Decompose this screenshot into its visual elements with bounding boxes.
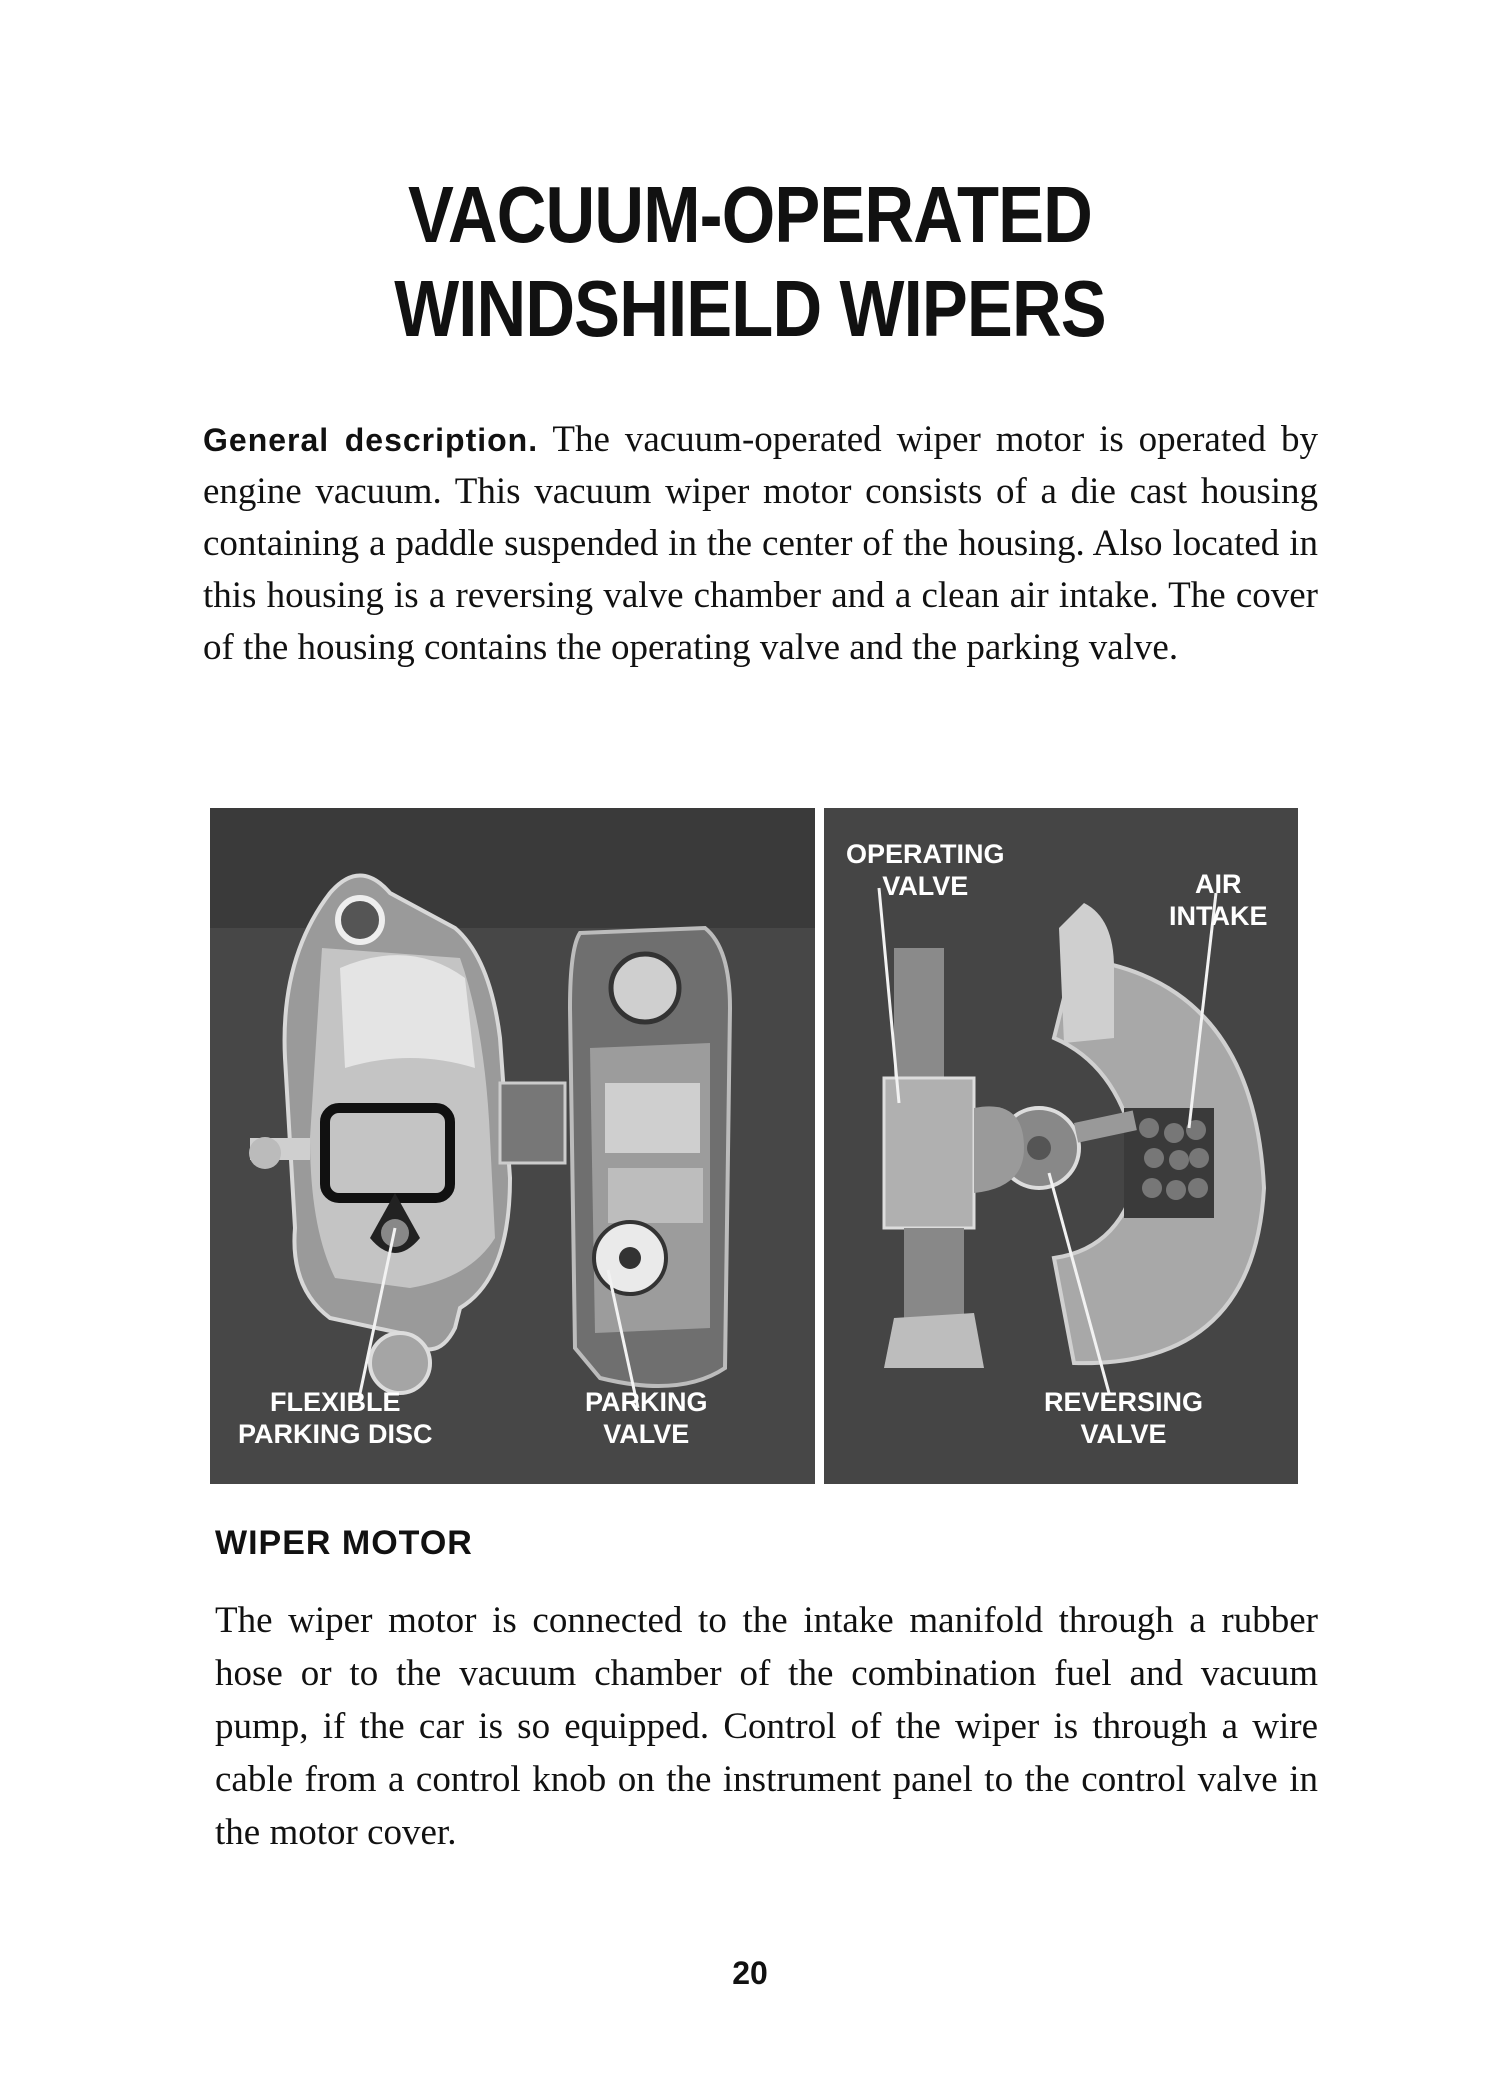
housing-illustration [210, 808, 815, 1484]
operating-valve-label-line-1: OPERATING [846, 839, 1005, 869]
general-description-paragraph [203, 414, 1318, 674]
wiper-motor-heading: WIPER MOTOR [215, 1524, 473, 1562]
flexible-parking-disc-label [238, 1386, 433, 1450]
operating-valve-label [846, 838, 1005, 902]
parking-valve-label [585, 1386, 708, 1450]
page-title [105, 168, 1395, 356]
operating-valve-label-line-2: VALVE [882, 871, 969, 901]
air-intake-label-line-1: AIR [1195, 869, 1242, 899]
reversing-valve-label [1044, 1386, 1203, 1450]
flexible-parking-disc-label-line-2: PARKING DISC [238, 1419, 433, 1449]
reversing-valve-label-line-2: VALVE [1080, 1419, 1167, 1449]
reversing-valve-label-line-1: REVERSING [1044, 1387, 1204, 1417]
wiper-motor-housing-photo [210, 808, 815, 1484]
parking-valve-label-line-2: VALVE [603, 1419, 690, 1449]
air-intake-label-line-2: INTAKE [1169, 901, 1268, 931]
parking-valve-label-line-1: PARKING [585, 1387, 708, 1417]
wiper-valves-cutaway-photo [824, 808, 1298, 1484]
wiper-motor-paragraph: The wiper motor is connected to the intake manifold through a rubber hose or to the vacuum chamber of the combination fuel and vacuum pump, if the car is so equipped. Control of the wiper is through a wire cable from a control knob on the instrument panel to the control valve in the motor cover. [215, 1600, 1318, 1853]
title-line-2: WINDSHIELD WIPERS [394, 264, 1106, 353]
title-line-1: VACUUM-OPERATED [407, 170, 1092, 259]
general-description-text: The vacuum-operated wiper motor is operated by engine vacuum. This vacuum wiper motor consists of a die cast housing containing a paddle suspended in the center of the housing. Also located in this housing is a reversing valve chamber and a clean air intake. The cover of the housing contains the operating valve and the parking valve. [203, 419, 1318, 668]
general-description-lead: General description. [203, 422, 539, 458]
flexible-parking-disc-label-line-1: FLEXIBLE [270, 1387, 401, 1417]
page-number: 20 [732, 1955, 768, 1991]
air-intake-label [1169, 868, 1268, 932]
